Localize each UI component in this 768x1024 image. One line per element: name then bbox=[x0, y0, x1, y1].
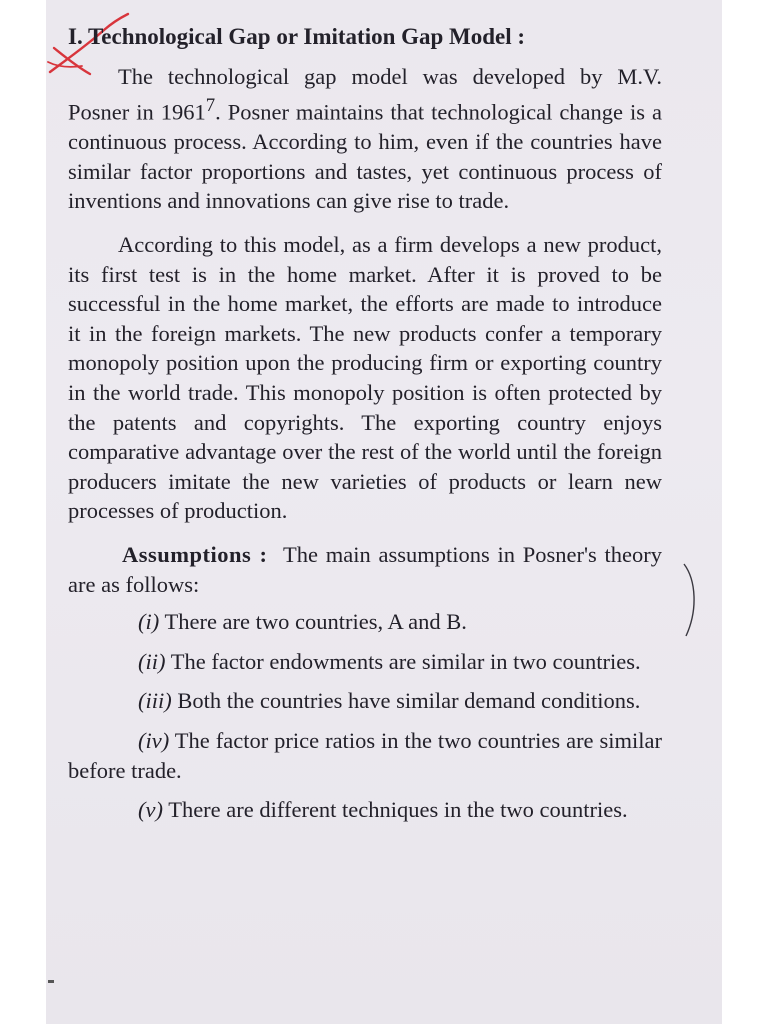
book-page bbox=[46, 0, 722, 1024]
item-marker: (i) bbox=[138, 609, 160, 635]
list-item bbox=[68, 726, 662, 785]
item-text: The factor price ratios in the two countries are similar before trade. bbox=[68, 727, 662, 783]
item-marker: (iii) bbox=[138, 688, 172, 714]
paragraph-1-start: The technological gap model was developed by M.V. Posner in 1961 bbox=[68, 63, 662, 125]
main-text bbox=[68, 22, 662, 835]
list-item bbox=[68, 795, 662, 825]
assumptions-intro-text: The main assumptions in Posner's theory are as follows: bbox=[68, 542, 662, 597]
item-marker: (v) bbox=[138, 797, 163, 823]
heading-number: I. bbox=[68, 24, 83, 49]
footnote-marker: 7 bbox=[205, 95, 216, 117]
paragraph-1-end: . Posner maintains that technological change is a continuous process. According to him, even if the countries have similar factor proportions and tastes, yet continuous process of inventions and innovations can give rise to trade. bbox=[68, 99, 662, 214]
item-text: Both the countries have similar demand conditions. bbox=[177, 688, 641, 714]
assumptions-list bbox=[68, 607, 662, 825]
paragraph-1 bbox=[68, 62, 662, 216]
item-text: The factor endowments are similar in two countries. bbox=[170, 648, 641, 674]
page-edge-pencil-mark bbox=[678, 560, 708, 640]
item-marker: (iv) bbox=[138, 727, 170, 753]
heading-title: Technological Gap or Imitation Gap Model : bbox=[88, 24, 526, 49]
item-text: There are two countries, A and B. bbox=[164, 609, 467, 635]
assumptions-intro bbox=[68, 540, 662, 599]
section-heading bbox=[68, 22, 662, 52]
item-text: There are different techniques in the two countries. bbox=[168, 797, 628, 823]
assumptions-label: Assumptions : bbox=[122, 542, 268, 567]
list-item bbox=[68, 647, 662, 677]
list-item bbox=[68, 686, 662, 716]
margin-mark bbox=[48, 980, 54, 983]
paragraph-2: According to this model, as a firm develops a new product, its first test is in the home market. After it is proved to be successful in the home market, the efforts are made to introduce it in the foreign markets. The new products confer a temporary monopoly position upon the producing firm or exporting country in the world trade. This monopoly position is often protected by the patents and copyrights. The exporting country enjoys comparative advantage over the rest of the world until the foreign producers imitate the new varieties of products or learn new processes of production. bbox=[68, 232, 662, 524]
item-marker: (ii) bbox=[138, 648, 166, 674]
list-item bbox=[68, 607, 662, 637]
